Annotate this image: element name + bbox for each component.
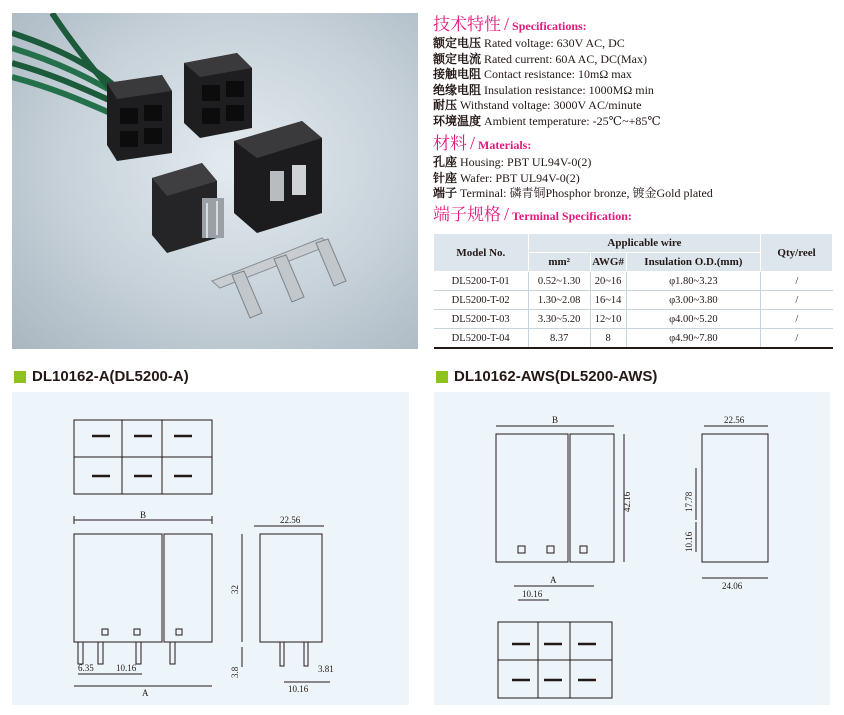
- dim-p1: 6.35: [78, 663, 94, 673]
- dim-a: A: [142, 688, 149, 698]
- specifications-line: [433, 98, 835, 114]
- cell-od: φ1.80~3.23: [626, 272, 761, 291]
- terminal-title-en: Terminal Specification:: [512, 208, 632, 223]
- table-row: [434, 272, 833, 291]
- materials-line: [433, 155, 835, 171]
- materials-label-cn: 孔座: [433, 155, 458, 169]
- dim-width2: 24.06: [722, 581, 743, 591]
- cell-qty: /: [761, 329, 833, 349]
- materials-label-en: Housing:: [460, 155, 505, 169]
- right-section-header: [436, 368, 657, 385]
- left-section-header: [14, 368, 189, 385]
- specifications-value: 630V AC, DC: [556, 36, 625, 50]
- materials-label-en: Terminal:: [460, 186, 507, 200]
- th-qty: Qty/reel: [761, 234, 833, 272]
- specifications-label-cn: 环境温度: [433, 113, 482, 128]
- dim-width: 22.56: [724, 415, 745, 425]
- specifications-line: [433, 52, 835, 68]
- cell-od: φ4.00~5.20: [626, 310, 761, 329]
- specifications-label-cn: 绝缘电阻: [433, 82, 482, 97]
- left-drawing: [12, 392, 409, 705]
- dim-height: 42.16: [622, 491, 632, 512]
- cell-model: DL5200-T-01: [434, 272, 529, 291]
- cell-qty: /: [761, 272, 833, 291]
- cell-qty: /: [761, 291, 833, 310]
- specifications-label-cn: 耐压: [433, 98, 458, 112]
- dim-b: B: [140, 510, 147, 520]
- cell-awg: 16~14: [590, 291, 626, 310]
- materials-title-en: Materials:: [478, 138, 532, 152]
- materials-title: 材料 / Materials:: [433, 133, 532, 153]
- cell-od: φ3.00~3.80: [626, 291, 761, 310]
- specifications-value: 60A AC, DC(Max): [555, 51, 647, 66]
- cell-model: DL5200-T-03: [434, 310, 529, 329]
- cell-mm2: 1.30~2.08: [528, 291, 590, 310]
- cell-mm2: 0.52~1.30: [528, 272, 590, 291]
- specifications-label-en: Contact resistance:: [484, 67, 575, 81]
- dim-v1: 17.78: [684, 491, 694, 512]
- specifications-label-en: Rated voltage:: [484, 36, 554, 50]
- bullet-square-icon: [14, 371, 26, 383]
- cell-awg: 12~10: [590, 310, 626, 329]
- cell-awg: 8: [590, 329, 626, 349]
- th-mm2: mm²: [528, 253, 590, 272]
- specifications-label-en: Insulation resistance:: [484, 82, 586, 97]
- right-drawing: [434, 392, 830, 705]
- materials-title-cn: 材料: [433, 134, 467, 153]
- dim-width: 22.56: [280, 515, 301, 525]
- dim-p: 10.16: [522, 589, 543, 599]
- materials-value: PBT UL94V-0(2): [507, 155, 592, 169]
- materials-value: PBT UL94V-0(2): [495, 170, 580, 185]
- terminal-spec-title: 端子规格 / Terminal Specification:: [433, 203, 632, 224]
- th-od: Insulation O.D.(mm): [626, 253, 761, 272]
- specifications-label-cn: 接触电阻: [433, 67, 482, 81]
- dim-b: B: [552, 415, 559, 425]
- specifications-line: [433, 67, 835, 83]
- terminal-title-cn: 端子规格: [433, 204, 501, 224]
- table-row: [434, 329, 833, 349]
- th-model: Model No.: [434, 234, 529, 272]
- cell-mm2: 8.37: [528, 329, 590, 349]
- dim-d2: 3.81: [318, 664, 334, 674]
- specifications-label-en: Rated current:: [484, 51, 553, 66]
- materials-line: [433, 171, 835, 187]
- specifications-line: [433, 83, 835, 99]
- materials-label-en: Wafer:: [460, 170, 493, 185]
- materials-line: [433, 186, 835, 202]
- th-awg: AWG#: [590, 253, 626, 272]
- specifications-label-cn: 额定电压: [433, 36, 482, 50]
- spec-title-cn: 技术特性: [433, 15, 501, 34]
- cell-od: φ4.90~7.80: [626, 329, 761, 349]
- th-applicable: Applicable wire: [528, 234, 760, 253]
- dim-d1: 3.8: [230, 666, 240, 678]
- right-section-title: DL10162-AWS(DL5200-AWS): [454, 368, 658, 385]
- spec-title: 技术特性 / Specifications:: [433, 14, 587, 34]
- bullet-square-icon: [436, 371, 448, 383]
- specifications-value: 10mΩ max: [577, 67, 632, 81]
- dim-v2: 10.16: [684, 531, 694, 552]
- cell-qty: /: [761, 310, 833, 329]
- spec-panel: [433, 14, 835, 226]
- materials-label-cn: 针座: [433, 170, 458, 185]
- specifications-label-cn: 额定电流: [433, 51, 482, 66]
- specifications-value: -25℃~+85℃: [592, 113, 661, 128]
- product-photo: [12, 13, 418, 349]
- specifications-line: [433, 114, 835, 130]
- cell-model: DL5200-T-04: [434, 329, 529, 349]
- dim-p3: 10.16: [288, 684, 309, 694]
- materials-label-cn: 端子: [433, 186, 458, 200]
- spec-title-en: Specifications:: [512, 19, 587, 33]
- materials-value: 磷青铜Phosphor bronze, 镀金Gold plated: [509, 186, 713, 200]
- specifications-value: 3000V AC/minute: [553, 98, 642, 112]
- left-section-title: DL10162-A(DL5200-A): [32, 368, 189, 385]
- dim-height: 32: [230, 585, 240, 594]
- table-row: [434, 291, 833, 310]
- terminal-spec-table: [433, 233, 833, 349]
- dim-p2: 10.16: [116, 663, 137, 673]
- specifications-value: 1000MΩ min: [588, 82, 654, 97]
- specifications-label-en: Ambient temperature:: [484, 113, 590, 128]
- table-row: [434, 310, 833, 329]
- specifications-label-en: Withstand voltage:: [460, 98, 551, 112]
- specifications-line: [433, 36, 835, 52]
- cell-mm2: 3.30~5.20: [528, 310, 590, 329]
- cell-model: DL5200-T-02: [434, 291, 529, 310]
- dim-a: A: [550, 575, 557, 585]
- cell-awg: 20~16: [590, 272, 626, 291]
